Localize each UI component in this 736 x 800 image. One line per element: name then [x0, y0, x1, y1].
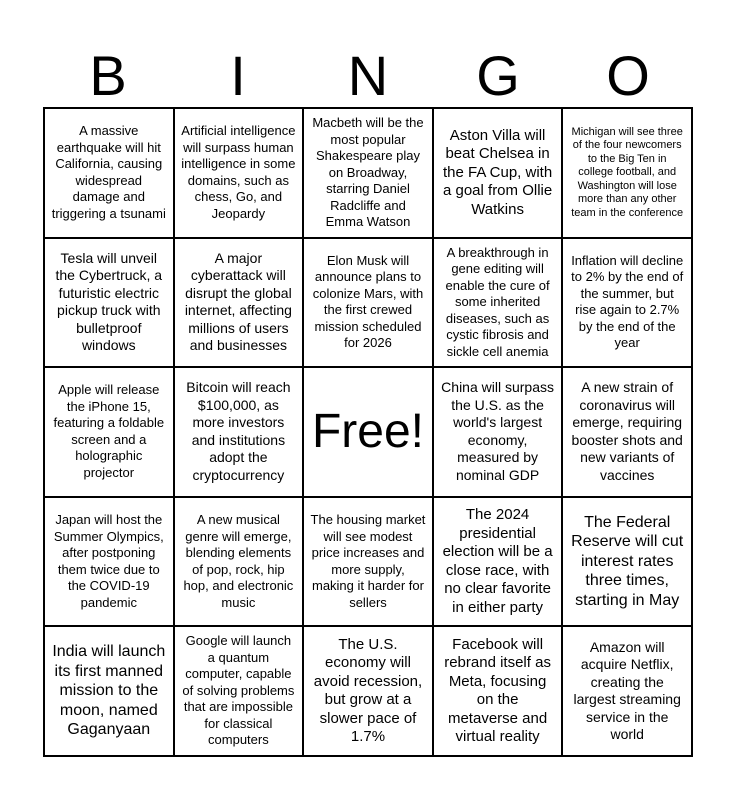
bingo-cell[interactable] [433, 367, 563, 497]
bingo-cell[interactable] [174, 626, 304, 756]
cell-text: The 2024 presidential election will be a close race, with no clear favorite in either party [442, 506, 553, 616]
bingo-cell[interactable] [303, 108, 433, 238]
bingo-cell[interactable] [44, 238, 174, 368]
bingo-cell[interactable] [433, 108, 563, 238]
bingo-cell[interactable] [433, 238, 563, 368]
bingo-cell[interactable] [174, 367, 304, 497]
bingo-cell[interactable] [562, 626, 692, 756]
cell-text: India will launch its first manned mission to the moon, named Gaganyaan [52, 643, 166, 739]
cell-text: A new strain of coronavirus will emerge, requiring booster shots and new variants of vaccines [571, 379, 683, 483]
cell-text: Artificial intelligence will surpass human intelligence in some domains, such as chess, Go, and Jeopardy [181, 123, 296, 221]
cell-text: A massive earthquake will hit California, causing widespread damage and triggering a tsunami [51, 123, 166, 221]
bingo-cell[interactable] [44, 497, 174, 627]
cell-text: Michigan will see three of the four newcomers to the Big Ten in college football, and Washington will lose more than any other team in the conference [571, 125, 684, 219]
bingo-cell[interactable] [44, 367, 174, 497]
header-letter-n: N [347, 44, 389, 107]
bingo-cell[interactable] [562, 367, 692, 497]
cell-text: Aston Villa will beat Chelsea in the FA Cup, with a goal from Ollie Watkins [442, 126, 553, 218]
cell-text: Amazon will acquire Netflix, creating the largest streaming service in the world [573, 638, 681, 743]
header-letter-b: B [89, 44, 127, 107]
bingo-cell[interactable] [433, 497, 563, 627]
bingo-grid [43, 107, 693, 757]
bingo-cell[interactable] [174, 238, 304, 368]
cell-text: China will surpass the U.S. as the world's largest economy, measured by nominal GDP [441, 379, 554, 483]
bingo-cell[interactable] [303, 238, 433, 368]
cell-text: Apple will release the iPhone 15, featuring a foldable screen and a holographic projector [53, 382, 165, 480]
bingo-cell[interactable] [44, 626, 174, 756]
free-space-label: Free! [311, 404, 424, 458]
cell-text: A breakthrough in gene editing will enable the cure of some inherited diseases, such as cystic fibrosis and sickle cell anemia [445, 244, 550, 359]
cell-text: A new musical genre will emerge, blending elements of pop, rock, hip hop, and electronic music [183, 512, 294, 610]
header-letter-o: O [606, 44, 650, 107]
cell-text: Japan will host the Summer Olympics, after postponing them twice due to the COVID-19 pandemic [53, 512, 164, 610]
cell-text: Macbeth will be the most popular Shakespeare play on Broadway, starring Daniel Radcliffe and Emma Watson [312, 115, 424, 230]
header-letter-g: G [476, 44, 520, 107]
cell-text: The Federal Reserve will cut interest rates three times, starting in May [571, 513, 684, 609]
cell-text: Google will launch a quantum computer, capable of solving problems that are impossible for classical computers [182, 633, 295, 748]
bingo-cell[interactable] [303, 497, 433, 627]
cell-text: Bitcoin will reach $100,000, as more investors and institutions adopt the cryptocurrency [186, 379, 291, 483]
cell-text: The housing market will see modest price increases and more supply, making it harder for sellers [310, 512, 426, 610]
bingo-cell-free[interactable] [303, 367, 433, 497]
bingo-cell[interactable] [174, 108, 304, 238]
bingo-cell[interactable] [433, 626, 563, 756]
cell-text: Tesla will unveil the Cybertruck, a futuristic electric pickup truck with bulletproof windows [55, 249, 163, 354]
bingo-header [43, 44, 693, 108]
bingo-cell[interactable] [44, 108, 174, 238]
bingo-cell[interactable] [562, 238, 692, 368]
header-letter-i: I [230, 44, 246, 107]
bingo-cell[interactable] [303, 626, 433, 756]
cell-text: A major cyberattack will disrupt the global internet, affecting millions of users and businesses [184, 249, 292, 354]
bingo-cell[interactable] [174, 497, 304, 627]
bingo-cell[interactable] [562, 497, 692, 627]
bingo-cell[interactable] [562, 108, 692, 238]
cell-text: Facebook will rebrand itself as Meta, focusing on the metaverse and virtual reality [444, 635, 551, 746]
cell-text: Elon Musk will announce plans to colonize Mars, with the first crewed mission scheduled for 2026 [312, 252, 424, 351]
cell-text: The U.S. economy will avoid recession, but grow at a slower pace of 1.7% [313, 635, 423, 746]
cell-text: Inflation will decline to 2% by the end of the summer, but rise again to 2.7% by the end of the year [571, 252, 684, 351]
